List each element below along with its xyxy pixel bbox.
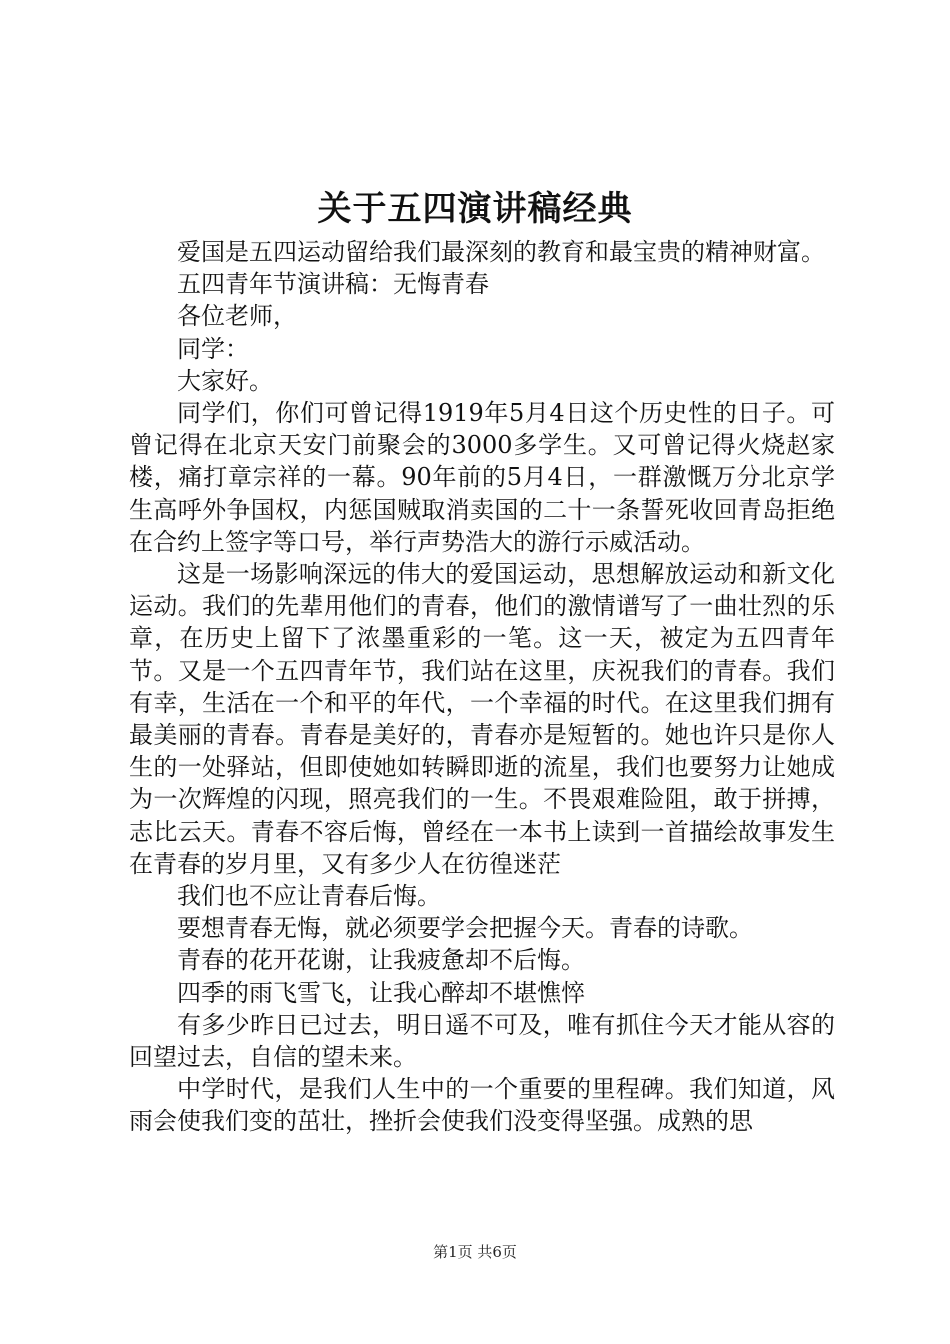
paragraph-1: 爱国是五四运动留给我们最深刻的教育和最宝贵的精神财富。 — [177, 238, 825, 266]
paragraph-11: 四季的雨飞雪飞，让我心醉却不堪憔悴 — [177, 978, 585, 1007]
paragraph-7: 这是一场影响深远的伟大的爱国运动，思想解放运动和新文化运动。我们的先辈用他们的青春，他们的激情谱写了一曲壮烈的乐章，在历史上留下了浓墨重彩的一笔。这一天，被定为五四青年节。又是一个五四青年节，我们站在这里，庆祝我们的青春。我们有幸，生活在一个和平的年代，一个幸福的时代。在这里我们拥有最美丽的青春。青春是美好的，青春亦是短暂的。她也许只是你人生的一处驿站，但即使她如转瞬即逝的流星，我们也要努力让她成为一次辉煌的闪现，照亮我们的一生。不畏艰难险阻，敢于拼搏，志比云天。青春不容后悔，曾经在一本书上读到一首描绘故事发生在青春的岁月里，又有多少人在彷徨迷茫 — [129, 560, 835, 878]
paragraph-12: 有多少昨日已过去，明日遥不可及，唯有抓住今天才能从容的回望过去，自信的望未来。 — [129, 1010, 835, 1072]
document-body — [129, 236, 835, 1138]
paragraph-4: 同学： — [177, 334, 249, 363]
paragraph-5: 大家好。 — [177, 366, 273, 395]
page-footer: 第1页 共6页 — [433, 1243, 517, 1261]
paragraph-6: 同学们，你们可曾记得1919年5月4日这个历史性的日子。可曾记得在北京天安门前聚会的3000多学生。又可曾记得火烧赵家楼，痛打章宗祥的一幕。90年前的5月4日，一群激慨万分北京学生高呼外争国权，内惩国贼取消卖国的二十一条誓死收回青岛拒绝在合约上签字等口号，举行声势浩大的游行示威活动。 — [129, 399, 835, 556]
paragraph-8: 我们也不应让青春后悔。 — [177, 882, 441, 911]
paragraph-10: 青春的花开花谢，让我疲惫却不后悔。 — [177, 946, 585, 975]
paragraph-3: 各位老师， — [177, 302, 297, 331]
paragraph-9: 要想青春无悔，就必须要学会把握今天。青春的诗歌。 — [177, 914, 753, 943]
document-title: 关于五四演讲稿经典 — [317, 189, 633, 229]
paragraph-2: 五四青年节演讲稿：无悔青春 — [177, 270, 489, 299]
paragraph-13: 中学时代，是我们人生中的一个重要的里程碑。我们知道，风雨会使我们变的茁壮，挫折会使我们没变得坚强。成熟的思 — [129, 1075, 835, 1136]
